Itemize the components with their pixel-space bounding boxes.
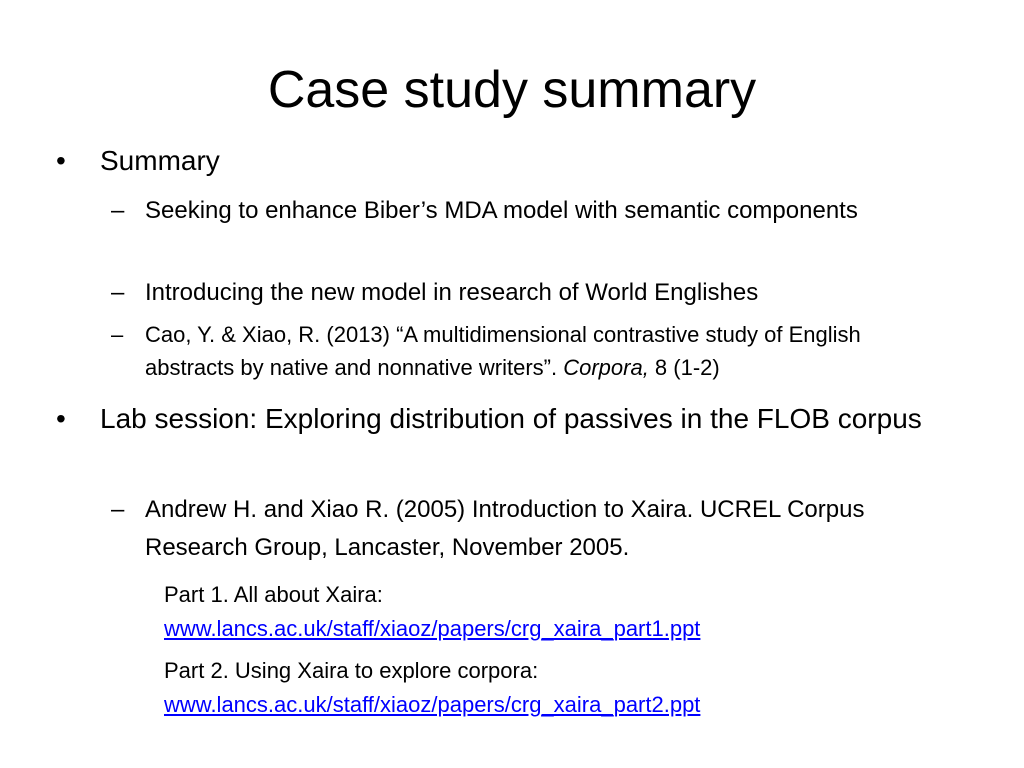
bullet-lab-session-label: Lab session: Exploring distribution of passives in the FLOB corpus: [100, 403, 922, 434]
part1-link[interactable]: www.lancs.ac.uk/staff/xiaoz/papers/crg_xaira_part1.ppt: [164, 616, 701, 641]
bullet-lab-session: [56, 397, 980, 441]
part1-label: Part 1. All about Xaira:: [164, 582, 383, 607]
part1-block: [164, 578, 924, 646]
part2-label: Part 2. Using Xaira to explore corpora:: [164, 658, 539, 683]
dash-marker: –: [111, 496, 125, 523]
bullet-summary-label: Summary: [100, 145, 220, 176]
sub-bullet-world-englishes-text: Introducing the new model in research of World Englishes: [145, 279, 759, 306]
dash-marker: –: [111, 197, 125, 224]
sub-bullet-cao-xiao-reference: [111, 318, 935, 384]
slide-title: Case study summary: [267, 61, 757, 119]
dash-marker: –: [111, 279, 125, 306]
sub-bullet-xaira-reference: [111, 491, 880, 567]
bullet-marker: •: [56, 403, 66, 434]
sub-bullet-world-englishes: [111, 274, 880, 312]
part2-link[interactable]: www.lancs.ac.uk/staff/xiaoz/papers/crg_xaira_part2.ppt: [164, 692, 701, 717]
reference-volume: 8 (1-2): [648, 355, 720, 380]
xaira-reference-text: Andrew H. and Xiao R. (2005) Introduction to Xaira. UCREL Corpus Research Group, Lancaster, November 2005.: [145, 496, 865, 561]
part2-block: [164, 654, 924, 722]
reference-text: Cao, Y. & Xiao, R. (2013) “A multidimensional contrastive study of English abstracts by native and nonnative writers”.: [145, 322, 861, 380]
bullet-marker: •: [56, 145, 66, 176]
bullet-summary: [56, 139, 980, 183]
sub-bullet-enhance-mda: [111, 192, 880, 230]
reference-journal: Corpora,: [563, 355, 649, 380]
dash-marker: –: [111, 322, 124, 347]
sub-bullet-enhance-mda-text: Seeking to enhance Biber’s MDA model with semantic components: [145, 197, 858, 224]
